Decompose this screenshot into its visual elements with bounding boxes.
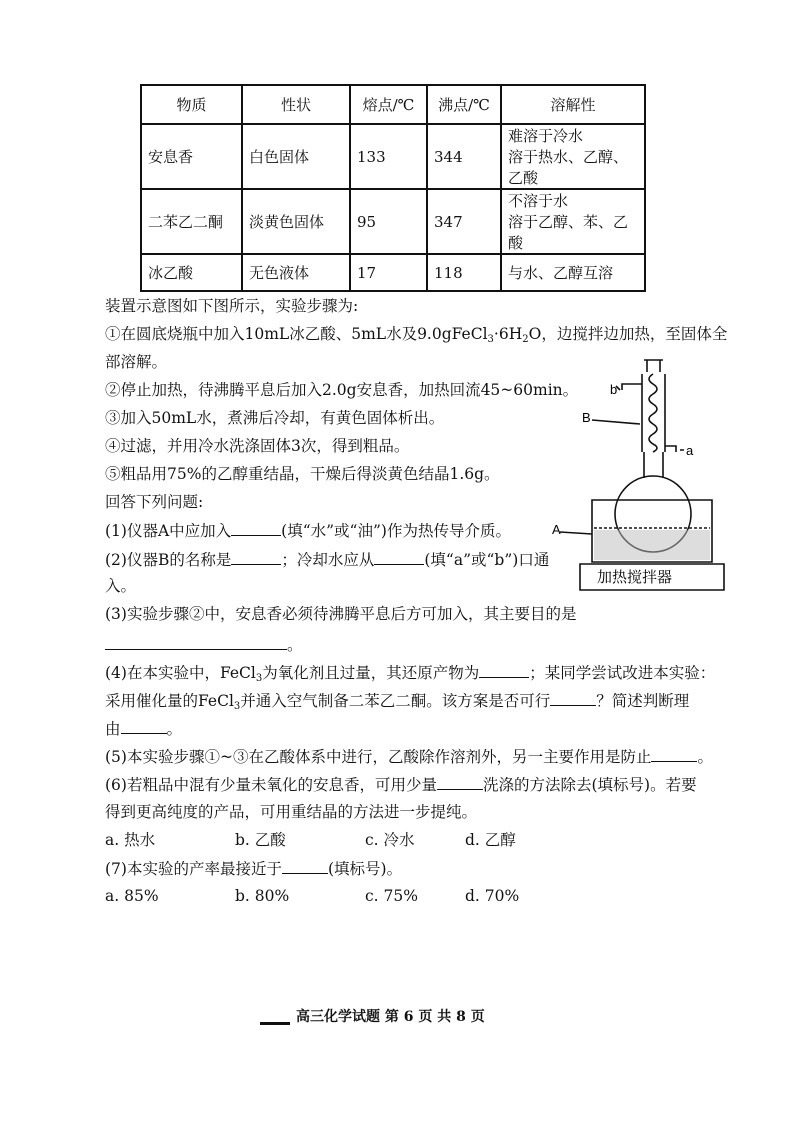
cell-bp: 344 xyxy=(427,124,501,189)
question-4-cont xyxy=(105,690,689,717)
step-2: ②停止加热，待沸腾平息后加入2.0g安息香，加热回流45~60min。 xyxy=(105,381,579,399)
question-5 xyxy=(105,746,713,767)
label-A: A xyxy=(552,522,561,537)
q2-text: (填“a”或“b”)口通 xyxy=(424,551,550,569)
subscript: 3 xyxy=(487,334,494,345)
solubility-line: 溶于热水、乙醇、乙酸 xyxy=(508,148,629,187)
cell-state: 淡黄色固体 xyxy=(242,189,350,254)
q1-text: (1)仪器A中应加入 xyxy=(105,522,232,540)
properties-table xyxy=(140,84,646,292)
q4-text: 由 xyxy=(105,720,121,738)
q5-text: (5)本实验步骤①~③在乙酸体系中进行，乙酸除作溶剂外，另一主要作用是防止 xyxy=(105,748,652,766)
q6-option: b. 乙酸 xyxy=(235,831,286,849)
q4-text: 采用催化量的FeCl xyxy=(105,692,234,710)
solubility-line: 难溶于冷水 xyxy=(508,127,584,145)
cell-solubility xyxy=(501,254,645,291)
step-3: ③加入50mL水，煮沸后冷却，有黄色固体析出。 xyxy=(105,409,445,427)
q6-option: c. 冷水 xyxy=(365,831,415,849)
q7-option: b. 80% xyxy=(235,887,290,905)
q5-text: 。 xyxy=(697,748,713,766)
label-a-line xyxy=(560,532,592,534)
question-6-cont: 得到更高纯度的产品，可用重结晶的方法进一步提纯。 xyxy=(105,803,478,821)
q1-text: (填“水”或“油”)作为热传导介质。 xyxy=(281,522,511,540)
q7-text: (7)本实验的产率最接近于 xyxy=(105,860,282,878)
q2-text: ；冷却水应从 xyxy=(281,551,375,569)
condenser-top xyxy=(644,360,663,372)
q7-option: c. 75% xyxy=(365,887,418,905)
cell-name: 安息香 xyxy=(141,124,242,189)
bath-fill xyxy=(594,530,710,560)
q6-option: a. 热水 xyxy=(105,831,156,849)
intro-text: 装置示意图如下图所示，实验步骤为: xyxy=(105,297,359,315)
table-row xyxy=(141,124,645,189)
cell-bp: 347 xyxy=(427,189,501,254)
cell-solubility xyxy=(501,189,645,254)
answer-blank[interactable] xyxy=(374,549,424,565)
q7-option: a. 85% xyxy=(105,887,159,905)
question-2-cont: 入。 xyxy=(105,577,137,595)
question-4 xyxy=(105,662,715,689)
answer-blank[interactable] xyxy=(479,662,529,678)
page-footer xyxy=(260,1004,485,1026)
q6-option-row xyxy=(105,830,516,850)
q7-option-row xyxy=(105,886,519,906)
step-1-cont: 部溶解。 xyxy=(105,353,168,371)
answer-blank[interactable] xyxy=(437,774,483,790)
q7-option: d. 70% xyxy=(465,887,520,905)
answer-blank[interactable] xyxy=(550,690,596,706)
question-2 xyxy=(105,549,549,570)
table-row xyxy=(141,189,645,254)
question-3-answer xyxy=(105,634,303,655)
subscript: 2 xyxy=(522,334,529,345)
q2-text: (2)仪器B的名称是 xyxy=(105,551,232,569)
cell-name: 冰乙酸 xyxy=(141,254,242,291)
answer-blank[interactable] xyxy=(121,718,167,734)
subscript: 3 xyxy=(255,673,263,684)
question-4-cont xyxy=(105,718,182,739)
header-cell: 物质 xyxy=(141,85,242,124)
stirrer-label: 加热搅拌器 xyxy=(597,568,673,586)
answer-blank[interactable] xyxy=(231,549,281,565)
solubility-line: 溶于乙醇、苯、乙酸 xyxy=(508,213,629,252)
answer-blank[interactable] xyxy=(282,858,328,874)
header-cell: 溶解性 xyxy=(501,85,645,124)
question-1 xyxy=(105,520,511,541)
cell-mp: 17 xyxy=(350,254,427,291)
q6-text: (6)若粗品中混有少量未氧化的安息香，可用少量 xyxy=(105,776,437,794)
cell-bp: 118 xyxy=(427,254,501,291)
step-4: ④过滤，并用冷水洗涤固体3次，得到粗品。 xyxy=(105,437,410,455)
cell-state: 白色固体 xyxy=(242,124,350,189)
answer-prompt: 回答下列问题: xyxy=(105,493,204,511)
q4-text: 并通入空气制备二苯乙二酮。该方案是否可行 xyxy=(240,692,551,710)
step-1-text: ①在圆底烧瓶中加入10mL冰乙酸、5mL水及9.0gFeCl xyxy=(105,325,488,343)
step-5: ⑤粗品用75%的乙醇重结晶，干燥后得淡黄色结晶1.6g。 xyxy=(105,465,500,483)
q4-text: 为氧化剂且过量，其还原产物为 xyxy=(262,664,480,682)
question-7 xyxy=(105,858,402,879)
q3-end: 。 xyxy=(287,636,303,654)
cell-mp: 133 xyxy=(350,124,427,189)
label-b: b xyxy=(610,382,618,397)
condenser-coil xyxy=(649,374,657,452)
cell-mp: 95 xyxy=(350,189,427,254)
q6-text: 洗涤的方法除去(填标号)。若要 xyxy=(482,776,697,794)
step-1 xyxy=(105,324,727,350)
q4-text: (4)在本实验中，FeCl xyxy=(105,664,256,682)
header-cell: 熔点/℃ xyxy=(350,85,427,124)
cell-name: 二苯乙二酮 xyxy=(141,189,242,254)
subscript: 3 xyxy=(233,701,241,712)
label-B: B xyxy=(582,410,591,425)
answer-blank[interactable] xyxy=(651,746,697,762)
label-a: a xyxy=(686,443,694,458)
table-row xyxy=(141,254,645,291)
q4-text: ？简述判断理 xyxy=(596,692,690,710)
q7-text: (填标号)。 xyxy=(327,860,403,878)
footer-text: 高三化学试题 第 6 页 共 8 页 xyxy=(296,1009,485,1025)
solubility-line: 不溶于水 xyxy=(508,192,569,210)
q4-text: 。 xyxy=(166,720,183,738)
q6-option: d. 乙醇 xyxy=(465,831,516,849)
header-cell: 沸点/℃ xyxy=(427,85,501,124)
cell-solubility xyxy=(501,124,645,189)
answer-blank[interactable] xyxy=(231,520,281,536)
apparatus-diagram xyxy=(552,352,732,592)
question-3: (3)实验步骤②中，安息香必须待沸腾平息后方可加入，其主要目的是 xyxy=(105,605,577,623)
question-6 xyxy=(105,774,697,795)
step-1-text: ·6H xyxy=(493,325,523,343)
table-header-row xyxy=(141,85,645,124)
solubility-line: 与水、乙醇互溶 xyxy=(508,264,614,282)
label-b-line xyxy=(592,420,640,424)
cell-state: 无色液体 xyxy=(242,254,350,291)
q4-text: ；某同学尝试改进本实验： xyxy=(529,664,716,682)
school-logo-icon xyxy=(260,1004,290,1025)
step-1-text: O，边搅拌边加热，至固体全 xyxy=(528,325,728,343)
answer-blank[interactable] xyxy=(105,634,287,650)
flask-neck xyxy=(644,452,663,478)
header-cell: 性状 xyxy=(242,85,350,124)
